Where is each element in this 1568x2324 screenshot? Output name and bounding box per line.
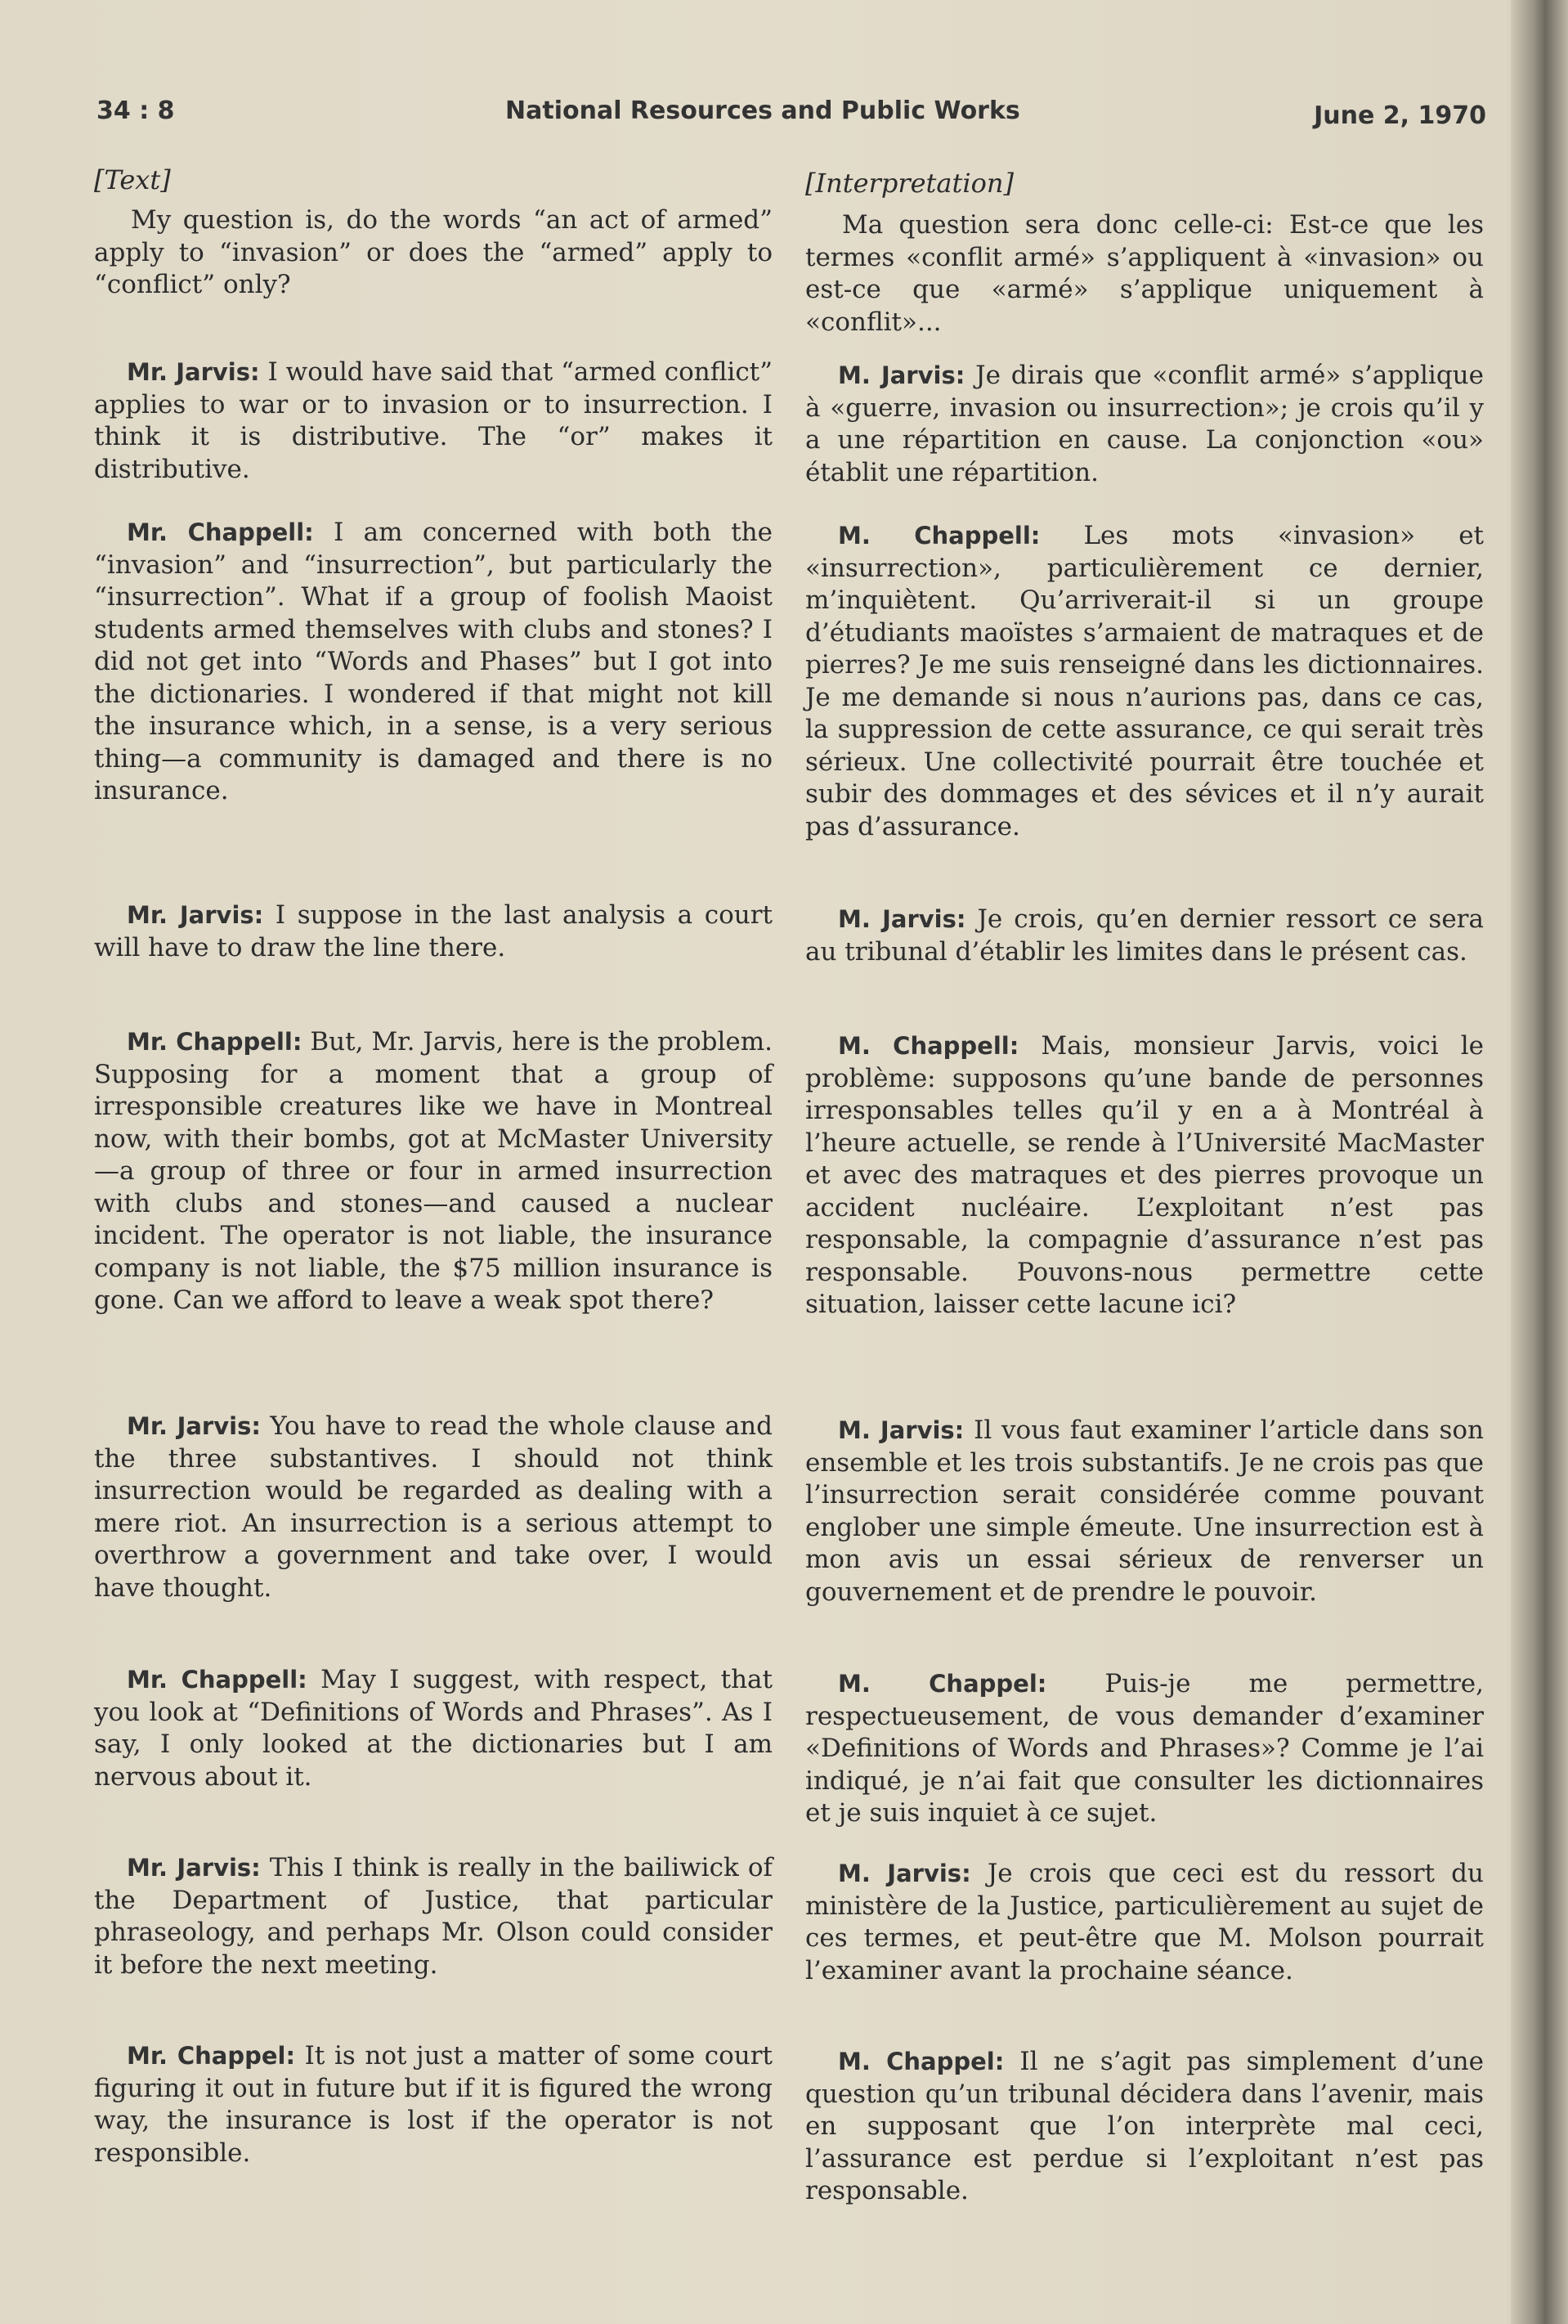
- transcript-entry: [805, 520, 1484, 843]
- speaker-name: Mr. Chappell:: [127, 1666, 307, 1694]
- column-label-text: [Text]: [94, 164, 171, 195]
- speaker-name: M. Chappell:: [838, 1032, 1019, 1060]
- speaker-name: M. Jarvis:: [838, 1860, 971, 1887]
- transcript-entry: [805, 1030, 1484, 1321]
- page-header: [96, 96, 1486, 137]
- speaker-name: M. Jarvis:: [838, 905, 966, 933]
- transcript-entry: [805, 1415, 1484, 1608]
- transcript-entry: [94, 517, 773, 808]
- transcript-entry: [94, 1026, 773, 1317]
- entry-text: Je crois que ceci est du ressort du ministère de la Justice, particulièrement au sujet de ces termes, et peut-être que M. Molson pourrait l’examiner avant la prochaine séance.: [805, 1859, 1484, 1985]
- transcript-entry: [805, 904, 1484, 968]
- speaker-name: M. Jarvis:: [838, 361, 965, 389]
- entry-text: It is not just a matter of some court figuring it out in future but if it is figured the wrong way, the insurance is lost if the operator is not responsible.: [94, 2041, 773, 2168]
- entry-text: I am concerned with both the “invasion” and “insurrection”, but particularly the “insurrection”. What if a group of foolish Maoist students armed themselves with clubs and stones? I did not get into “Words and Phases” but I got into the dictionaries. I wondered if that might not kill the insurance which, in a sense, is a very serious thing—a community is damaged and there is no insurance.: [94, 518, 773, 805]
- entry-text: But, Mr. Jarvis, here is the problem. Supposing for a moment that a group of irresponsible creatures like we have in Montreal now, with their bombs, got at McMaster University—a group of three or four in armed insurrection with clubs and stones—and caused a nuclear incident. The operator is not liable, the insurance company is not liable, the $75 million insurance is gone. Can we afford to leave a weak spot there?: [94, 1027, 773, 1315]
- transcript-entry: [805, 209, 1484, 339]
- transcript-entry: [94, 1852, 773, 1981]
- book-gutter: [1511, 0, 1568, 2324]
- transcript-entry: [94, 357, 773, 486]
- entry-text: Il vous faut examiner l’article dans son ensemble et les trois substantifs. Je ne crois pas que l’insurrection serait considérée comme pouvant englober une simple émeute. Une insurrection est à mon avis un essai sérieux de renverser un gouvernement et de prendre le pouvoir.: [805, 1415, 1484, 1607]
- entry-text: Puis-je me permettre, respectueusement, de vous demander d’examiner «Definitions of Words and Phrases»? Comme je l’ai indiqué, je n’ai fait que consulter les dictionnaires et je suis inquiet à ce sujet.: [805, 1669, 1484, 1828]
- page-number: 34 : 8: [96, 96, 175, 125]
- publication-title: National Resources and Public Works: [505, 96, 1020, 125]
- french-column: [805, 164, 1484, 2205]
- entry-text: Je dirais que «conflit armé» s’applique à «guerre, invasion ou insurrection»; je crois qu’il y a une répartition en cause. La conjonction «ou» établit une répartition.: [805, 361, 1484, 487]
- speaker-name: Mr. Jarvis:: [127, 1854, 261, 1882]
- speaker-name: Mr. Jarvis:: [127, 1412, 261, 1440]
- transcript-entry: [94, 2040, 773, 2169]
- speaker-name: M. Jarvis:: [838, 1416, 965, 1444]
- entry-text: I suppose in the last analysis a court will have to draw the line there.: [94, 900, 773, 962]
- entry-text: Les mots «invasion» et «insurrection», particulièrement ce dernier, m’inquiètent. Qu’arriverait-il si un groupe d’étudiants maoïstes s’armaient de matraques et de pierres? Je me suis renseigné dans les dictionnaires. Je me demande si nous n’aurions pas, dans ce cas, la suppression de cette assurance, ce qui serait très sérieux. Une collectivité pourrait être touchée et subir des dommages et des sévices et il n’y aurait pas d’assurance.: [805, 521, 1484, 841]
- entry-text: Il ne s’agit pas simplement d’une question qu’un tribunal décidera dans l’avenir, mais en supposant que l’on interprète mal ceci, l’assurance est perdue si l’exploitant n’est pas responsable.: [805, 2047, 1484, 2205]
- transcript-entry: [805, 360, 1484, 489]
- entry-text: Je crois, qu’en dernier ressort ce sera au tribunal d’établir les limites dans le présent cas.: [805, 904, 1484, 967]
- entry-text: I would have said that “armed conflict” applies to war or to invasion or to insurrection. I think it is distributive. The “or” makes it distributive.: [94, 357, 773, 484]
- transcript-entry: [94, 900, 773, 964]
- entry-text: Mais, monsieur Jarvis, voici le problème: supposons qu’une bande de personnes irresponsables telles qu’il y en a à Montréal à l’heure actuelle, se rende à l’Université MacMaster et avec des matraques et des pierres provoque un accident nucléaire. L’exploitant n’est pas responsable, la compagnie d’assurance n’est pas responsable. Pouvons-nous permettre cette situation, laisser cette lacune ici?: [805, 1031, 1484, 1319]
- entry-text: Ma question sera donc celle-ci: Est-ce que les termes «conflit armé» s’appliquent à «invasion» ou est-ce que «armé» s’applique uniquement à «conflit»...: [805, 210, 1484, 337]
- speaker-name: Mr. Chappell:: [127, 518, 314, 546]
- entry-text: May I suggest, with respect, that you look at “Definitions of Words and Phrases”. As I say, I only looked at the dictionaries but I am nervous about it.: [94, 1665, 773, 1792]
- page-date: June 2, 1970: [1314, 101, 1486, 130]
- transcript-entry: [805, 1668, 1484, 1830]
- transcript-entry: [94, 1411, 773, 1604]
- speaker-name: Mr. Chappell:: [127, 1028, 302, 1056]
- speaker-name: Mr. Jarvis:: [127, 358, 260, 386]
- entry-text: This I think is really in the bailiwick of the Department of Justice, that particular phraseology, and perhaps Mr. Olson could consider it before the next meeting.: [94, 1853, 773, 1980]
- speaker-name: M. Chappell:: [838, 522, 1041, 550]
- speaker-name: M. Chappel:: [838, 2048, 1005, 2075]
- entry-text: You have to read the whole clause and the three substantives. I should not think insurrection would be regarded as dealing with a mere riot. An insurrection is a serious attempt to overthrow a government and take over, I would have thought.: [94, 1411, 773, 1603]
- transcript-entry: [94, 1664, 773, 1793]
- speaker-name: M. Chappel:: [838, 1670, 1047, 1698]
- speaker-name: Mr. Chappel:: [127, 2042, 296, 2070]
- speaker-name: Mr. Jarvis:: [127, 901, 264, 929]
- entry-text: My question is, do the words “an act of armed” apply to “invasion” or does the “armed” apply to “conflict” only?: [94, 205, 773, 299]
- column-label-interpretation: [Interpretation]: [805, 168, 1014, 199]
- transcript-entry: [805, 1858, 1484, 1987]
- transcript-entry: [805, 2046, 1484, 2208]
- transcript-entry: [94, 204, 773, 302]
- english-column: [94, 164, 773, 2168]
